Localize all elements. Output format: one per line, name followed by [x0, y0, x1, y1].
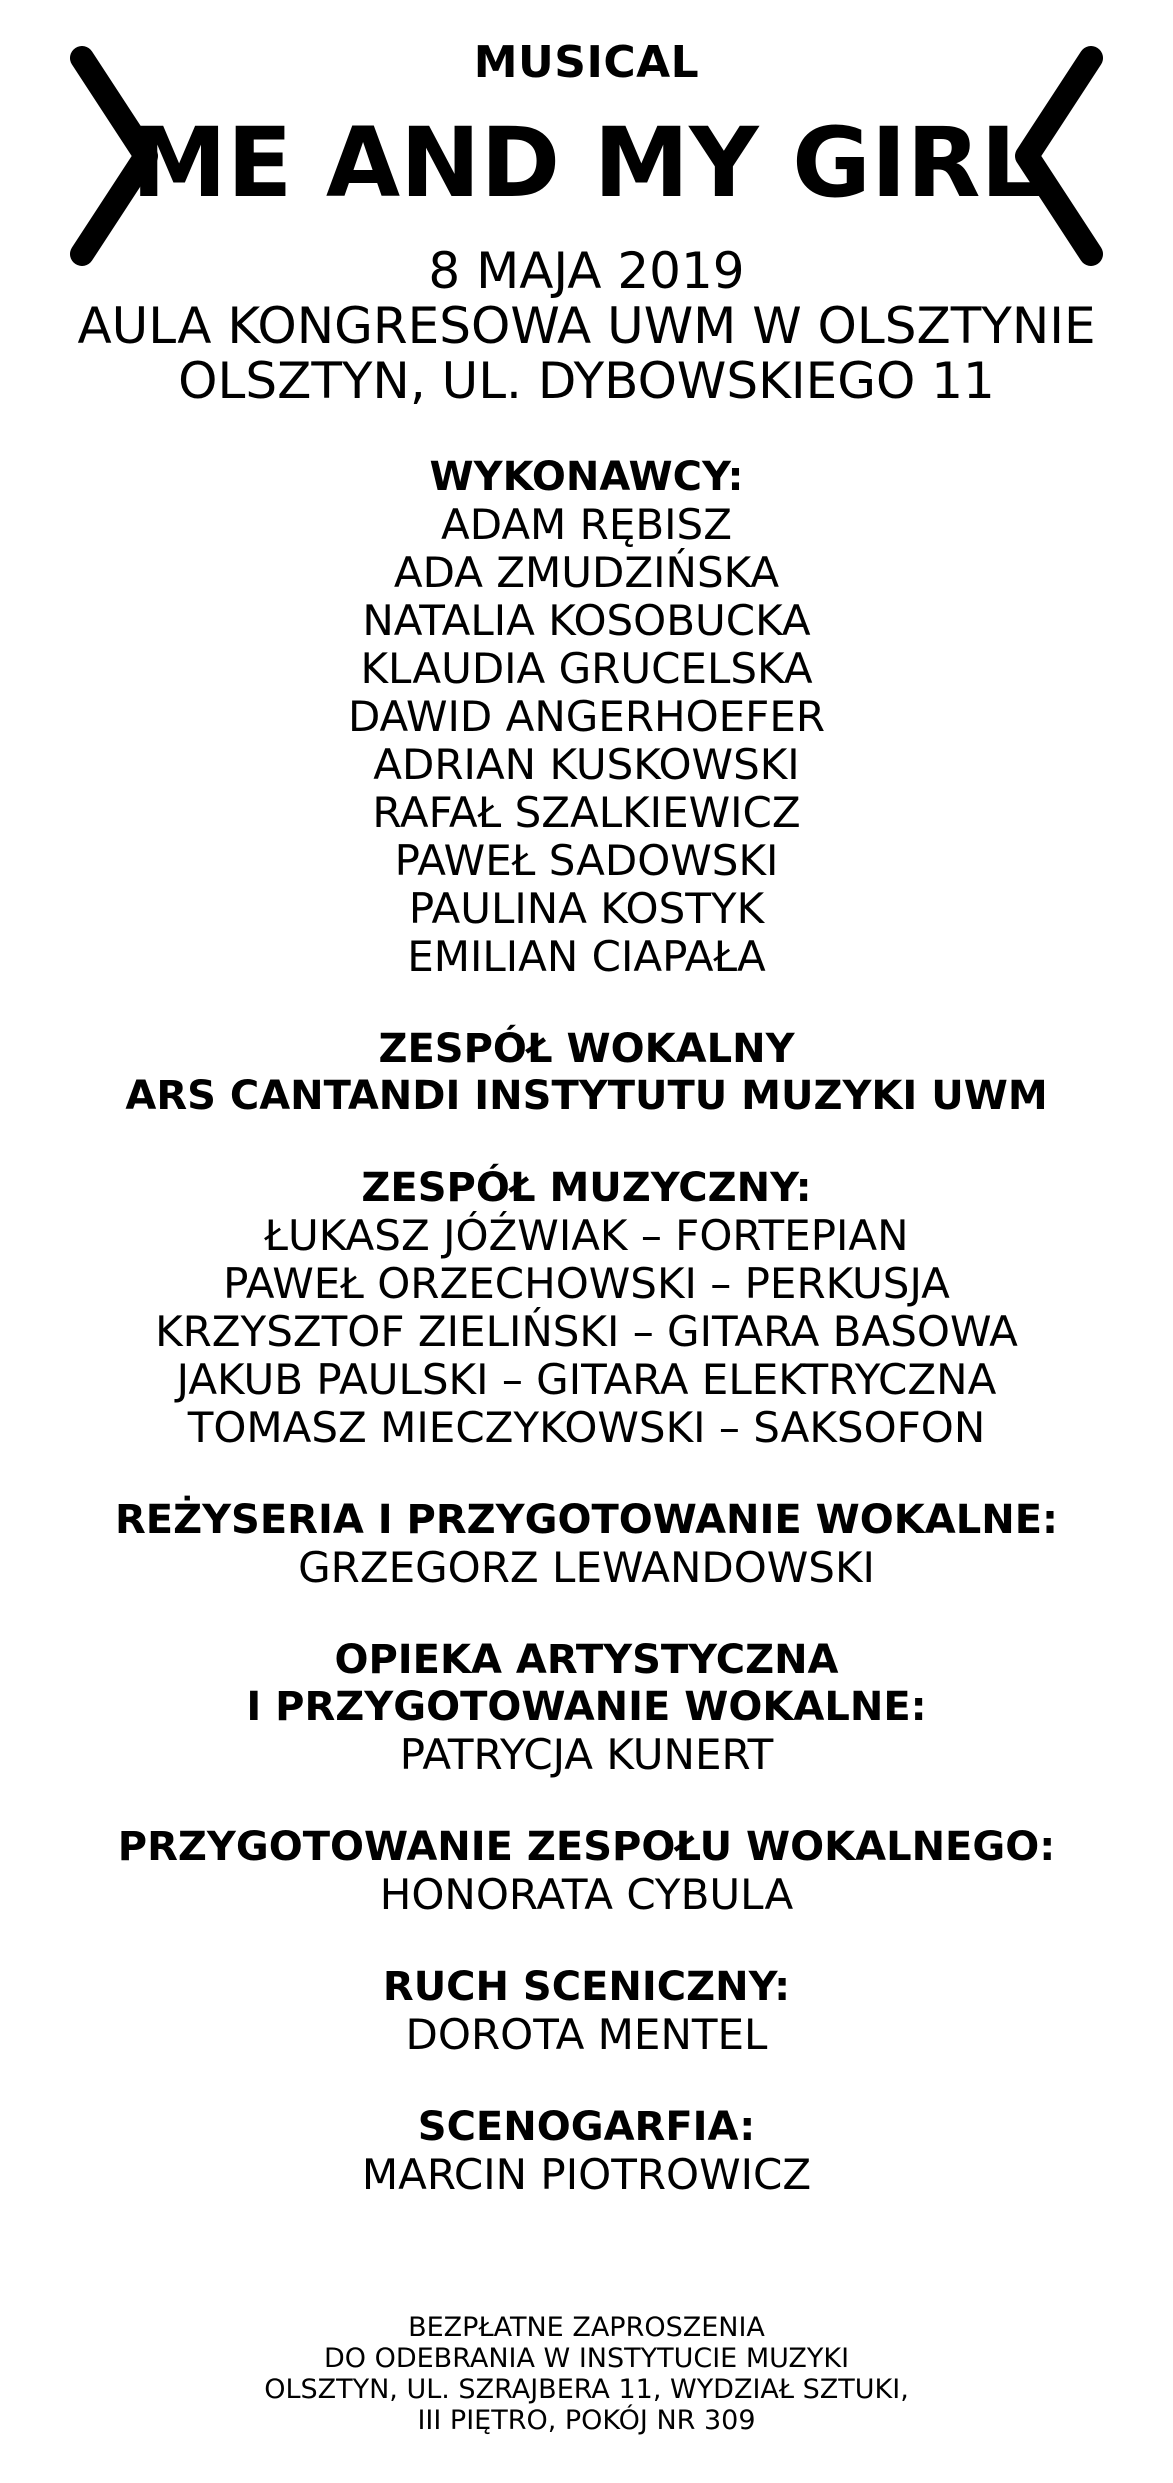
section-heading: ZESPÓŁ WOKALNY [378, 1026, 795, 1072]
credit-name: DOROTA MENTEL [405, 2010, 768, 2059]
credit-name: EMILIAN CIAPAŁA [407, 932, 766, 981]
credit-name: MARCIN PIOTROWICZ [361, 2150, 812, 2199]
credit-name: ADA ZMUDZIŃSKA [393, 548, 780, 597]
credit-name: KRZYSZTOF ZIELIŃSKI – GITARA BASOWA [155, 1307, 1018, 1356]
event-address: OLSZTYN, UL. DYBOWSKIEGO 11 [178, 352, 995, 410]
credit-name: ADRIAN KUSKOWSKI [373, 740, 800, 789]
section-heading: I PRZYGOTOWANIE WOKALNE: [246, 1684, 927, 1730]
credit-name: PAWEŁ SADOWSKI [394, 836, 779, 885]
event-info [0, 244, 1173, 409]
credit-section [0, 1497, 1173, 1592]
section-heading: PRZYGOTOWANIE ZESPOŁU WOKALNEGO: [117, 1824, 1056, 1870]
section-heading: ARS CANTANDI INSTYTUTU MUZYKI UWM [125, 1073, 1048, 1119]
credit-name: PAULINA KOSTYK [408, 884, 765, 933]
section-heading: WYKONAWCY: [429, 454, 744, 500]
credit-section [0, 1637, 1173, 1779]
section-heading: SCENOGARFIA: [417, 2104, 756, 2150]
credit-name: DAWID ANGERHOEFER [347, 692, 826, 741]
genre-label: MUSICAL [473, 37, 700, 88]
credit-name: PAWEŁ ORZECHOWSKI – PERKUSJA [223, 1259, 950, 1308]
show-title: ME AND MY GIRL [131, 107, 1042, 219]
footer-line: OLSZTYN, UL. SZRAJBERA 11, WYDZIAŁ SZTUKI, [264, 2374, 909, 2405]
footer-line: III PIĘTRO, POKÓJ NR 309 [417, 2405, 756, 2436]
credit-name: PATRYCJA KUNERT [399, 1730, 774, 1779]
footer-line: DO ODEBRANIA W INSTYTUCIE MUZYKI [323, 2343, 850, 2374]
event-venue: AULA KONGRESOWA UWM W OLSZTYNIE [77, 297, 1096, 355]
section-heading: OPIEKA ARTYSTYCZNA [334, 1637, 839, 1683]
credit-name: ADAM RĘBISZ [440, 500, 732, 549]
credit-name: NATALIA KOSOBUCKA [362, 596, 811, 645]
credit-name: KLAUDIA GRUCELSKA [360, 644, 813, 693]
credit-section [0, 454, 1173, 981]
credits-list [0, 454, 1173, 2244]
section-heading: REŻYSERIA I PRZYGOTOWANIE WOKALNE: [114, 1497, 1059, 1543]
credit-name: ŁUKASZ JÓŹWIAK – FORTEPIAN [264, 1211, 909, 1260]
credit-section [0, 2104, 1173, 2199]
credit-name: RAFAŁ SZALKIEWICZ [372, 788, 801, 837]
section-heading: RUCH SCENICZNY: [382, 1964, 791, 2010]
invitation-note [0, 2312, 1173, 2436]
section-heading: ZESPÓŁ MUZYCZNY: [361, 1165, 812, 1211]
credit-section [0, 1165, 1173, 1452]
event-date: 8 MAJA 2019 [428, 242, 745, 300]
credit-name: JAKUB PAULSKI – GITARA ELEKTRYCZNA [176, 1355, 997, 1404]
credit-name: TOMASZ MIECZYKOWSKI – SAKSOFON [187, 1403, 986, 1452]
poster-header [0, 36, 1173, 266]
credit-name: GRZEGORZ LEWANDOWSKI [298, 1543, 875, 1592]
footer-line: BEZPŁATNE ZAPROSZENIA [408, 2312, 765, 2343]
credit-name: HONORATA CYBULA [379, 1870, 794, 1919]
credit-section [0, 1824, 1173, 1919]
credit-section [0, 1964, 1173, 2059]
credit-section [0, 1026, 1173, 1120]
